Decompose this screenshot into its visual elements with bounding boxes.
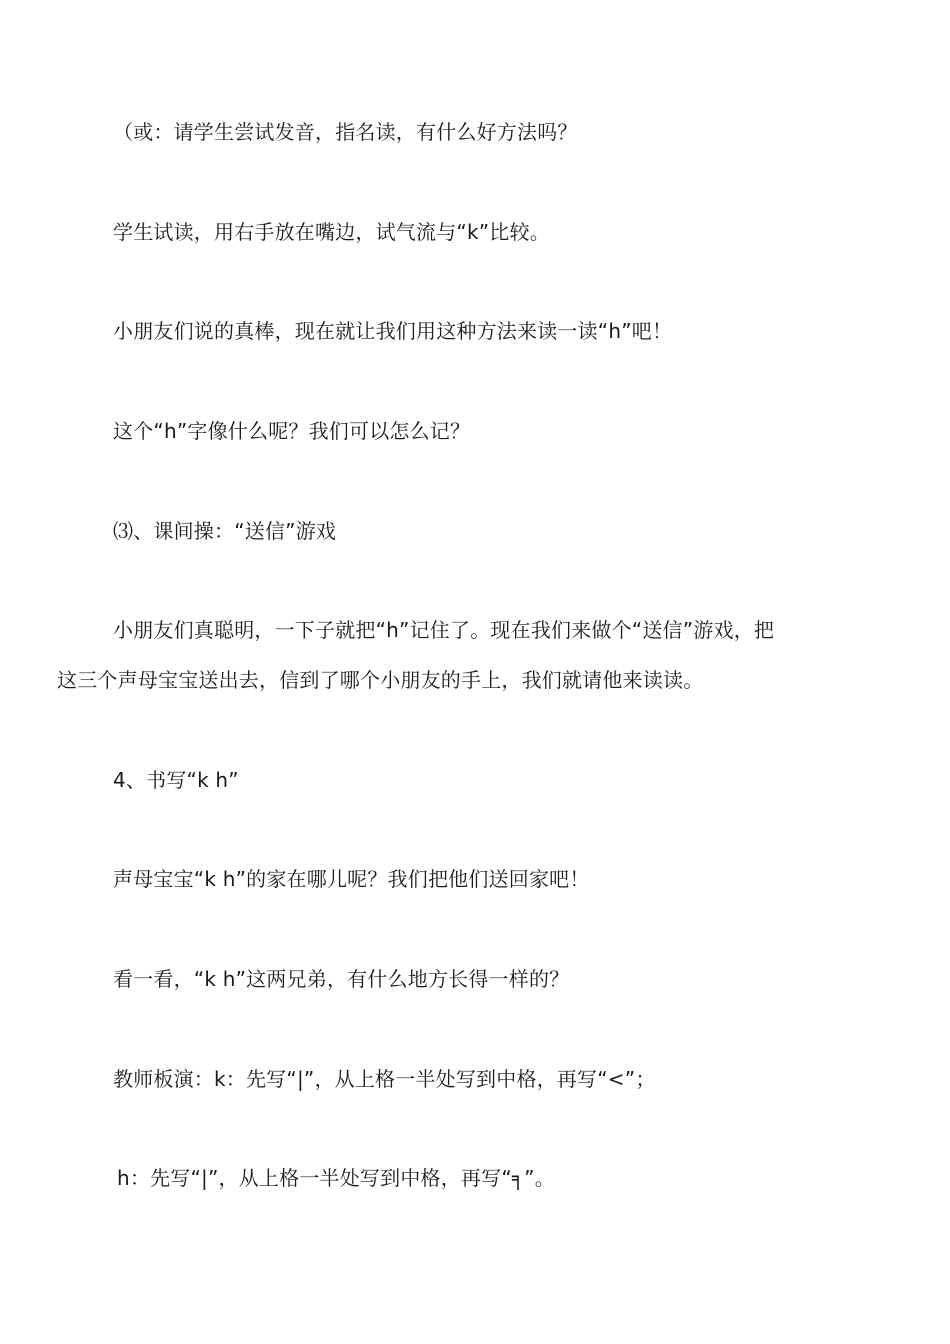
paragraph-line-10: 看一看，“k h”这两兄弟，有什么地方长得一样的？ xyxy=(113,967,570,991)
paragraph-line-11: 教师板演：k：先写“|”，从上格一半处写到中格，再写“<”； xyxy=(113,1067,656,1091)
section-heading-activity: ⑶、课间操：“送信”游戏 xyxy=(113,519,337,543)
paragraph-line-7: 这三个声母宝宝送出去，信到了哪个小朋友的手上，我们就请他来读读。 xyxy=(57,668,704,692)
paragraph-line-6: 小朋友们真聪明，一下子就把“h”记住了。现在我们来做个“送信”游戏，把 xyxy=(113,618,775,642)
paragraph-line-2: 学生试读，用右手放在嘴边，试气流与“k”比较。 xyxy=(113,220,550,244)
paragraph-line-9: 声母宝宝“k h”的家在哪儿呢？我们把他们送回家吧！ xyxy=(113,867,590,891)
paragraph-line-1: （或：请学生尝试发音，指名读，有什么好方法吗？ xyxy=(113,120,578,144)
paragraph-line-12: h：先写“|”，从上格一半处写到中格，再写“╕”。 xyxy=(117,1166,555,1190)
paragraph-line-4: 这个“h”字像什么呢？我们可以怎么记？ xyxy=(113,419,471,443)
section-heading-writing: 4、书写“k h” xyxy=(113,768,239,792)
paragraph-line-3: 小朋友们说的真棒，现在就让我们用这种方法来读一读“h”吧！ xyxy=(113,319,673,343)
